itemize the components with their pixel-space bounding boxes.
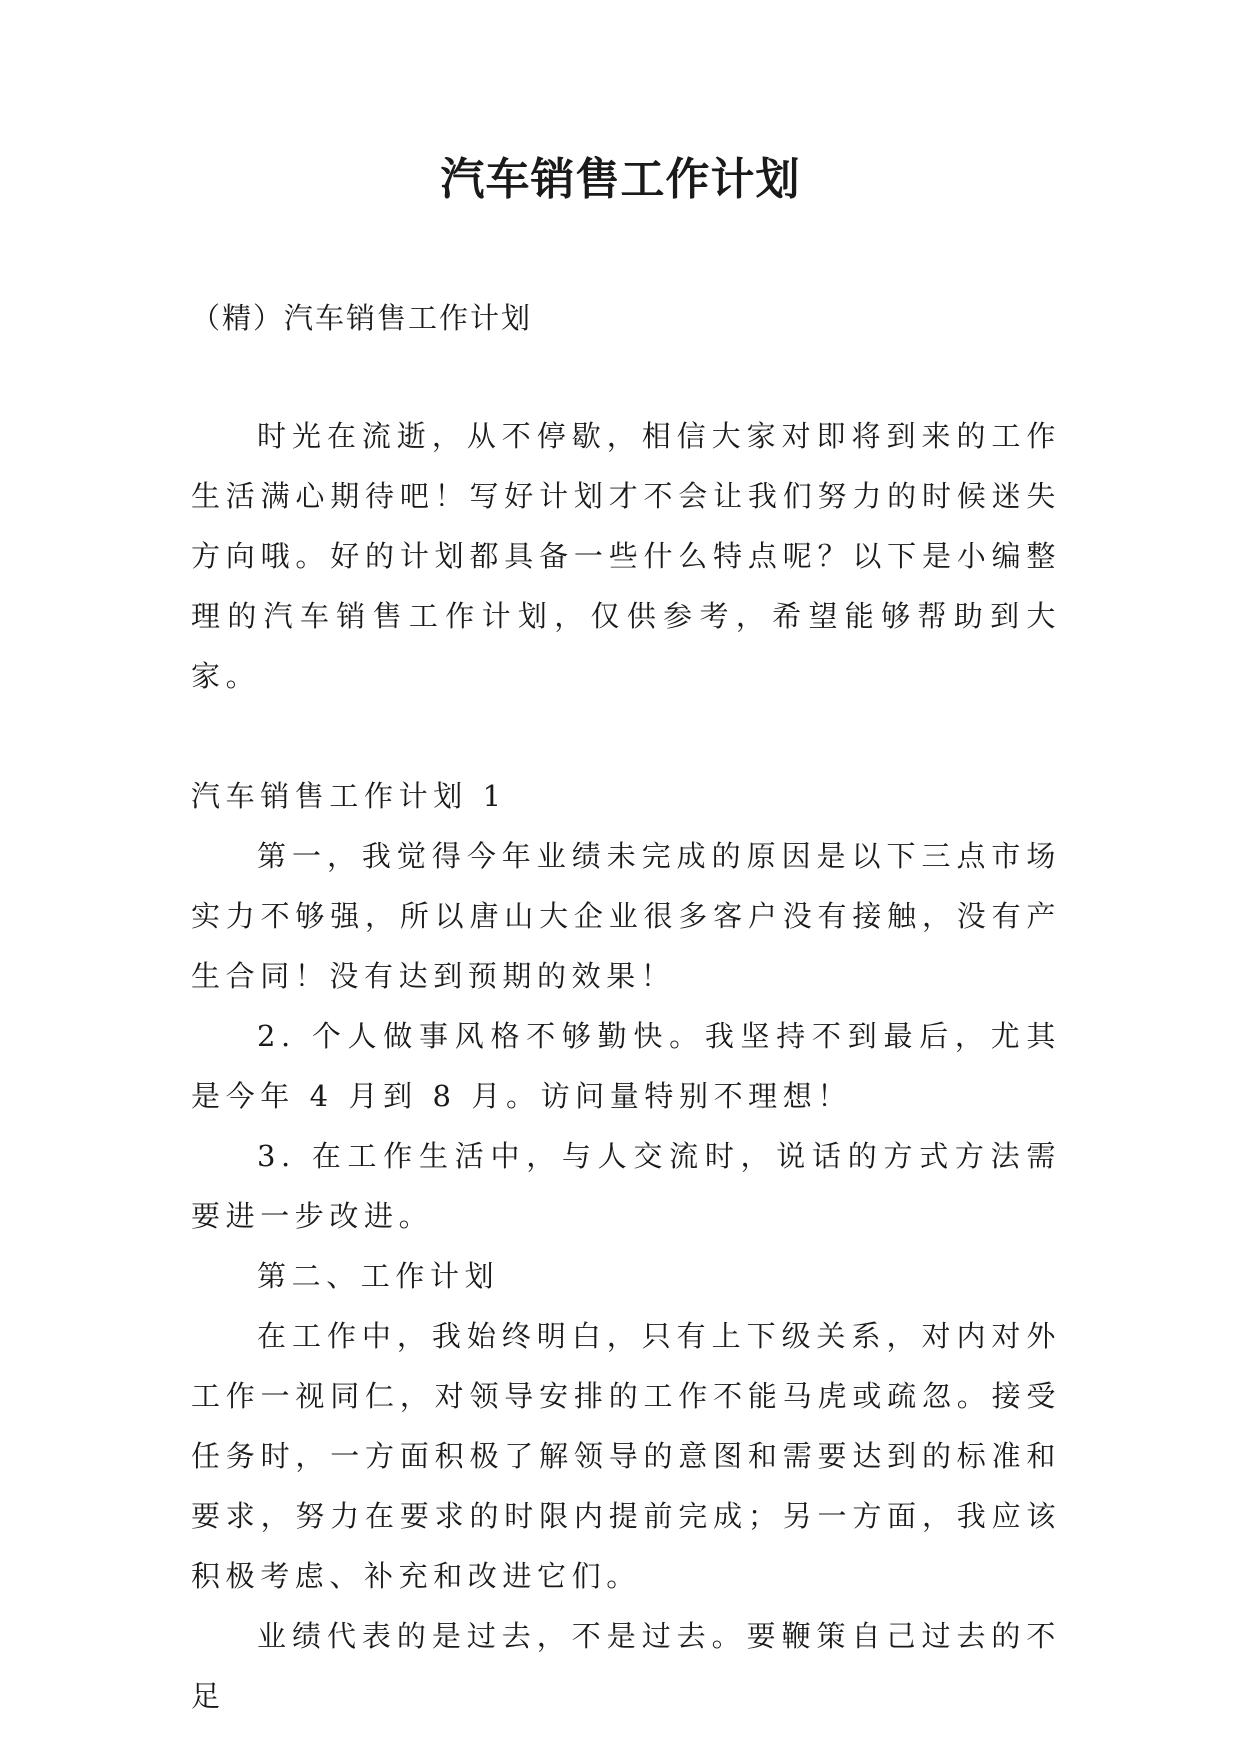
body-paragraph: 在工作中，我始终明白，只有上下级关系，对内对外工作一视同仁，对领导安排的工作不能马虎或疏忽。接受任务时，一方面积极了解领导的意图和需要达到的标准和要求，努力在要求的时限内提前完成；另一方面，我应该积极考虑、补充和改进它们。 [191,1319,1061,1593]
intro-paragraph: 时光在流逝，从不停歇，相信大家对即将到来的工作生活满心期待吧！写好计划才不会让我们努力的时候迷失方向哦。好的计划都具备一些什么特点呢？以下是小编整理的汽车销售工作计划，仅供参考，希望能够帮助到大家。 [191,419,1061,693]
body-paragraph: 业绩代表的是过去，不是过去。要鞭策自己过去的不足 [191,1619,1061,1713]
document-body [191,406,1061,1726]
section-heading: 汽车销售工作计划 1 [191,779,507,813]
paragraph-gap [191,706,1061,766]
body-paragraph: 2. 个人做事风格不够勤快。我坚持不到最后，尤其是今年 4 月到 8 月。访问量特别不理想！ [191,1019,1061,1113]
body-paragraph: 第二、工作计划 [257,1259,500,1293]
document-title: 汽车销售工作计划 [440,154,801,205]
document-subtitle: （精）汽车销售工作计划 [191,301,533,335]
body-paragraph: 3. 在工作生活中，与人交流时，说话的方式方法需要进一步改进。 [191,1139,1061,1233]
body-paragraph: 第一，我觉得今年业绩未完成的原因是以下三点市场实力不够强，所以唐山大企业很多客户没有接触，没有产生合同！没有达到预期的效果！ [191,839,1061,993]
